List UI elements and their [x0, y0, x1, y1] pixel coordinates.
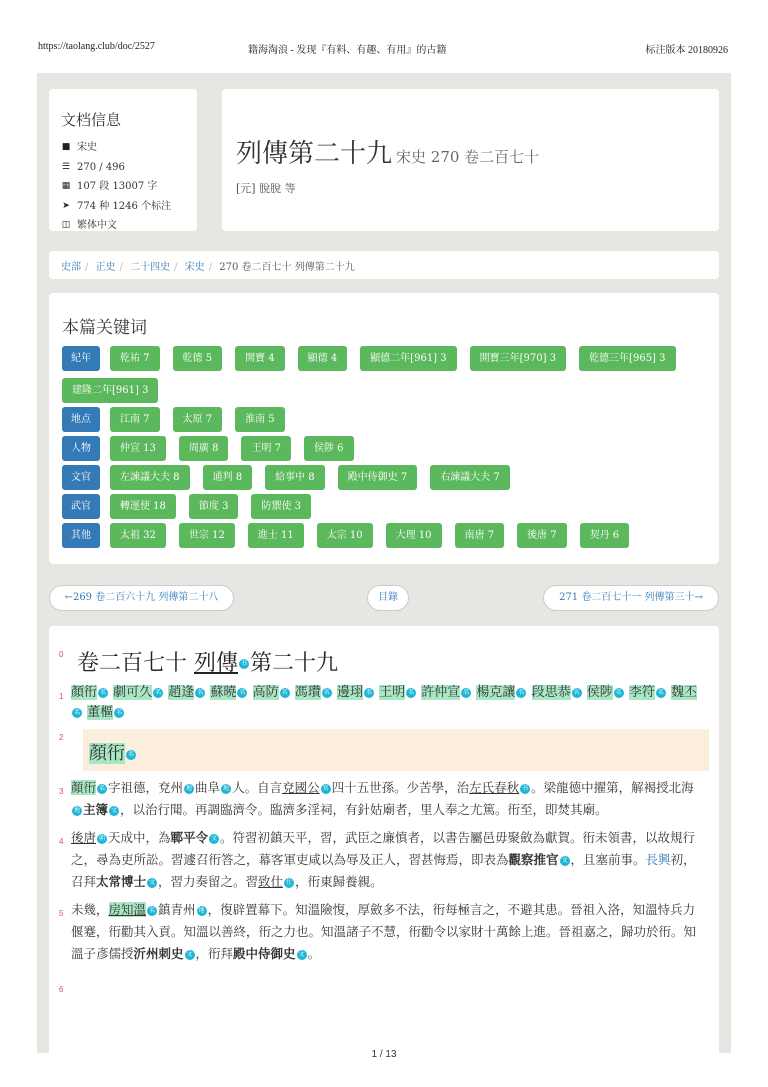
entity-icon[interactable]: 书 [241, 661, 248, 667]
keyword-tag[interactable]: 江南 7 [110, 407, 160, 432]
person-name[interactable]: 侯陟 [586, 685, 613, 700]
line-4: 4 後唐 朝 天成中，為鄆平令 文 。符習初鎮天平，習，武臣之廉慎者，以書告屬邑毋聚斂為獻賀。衎未領書，以故規行之，尋為吏所訟。習遽召衎答之，幕客軍吏咸以為辱及正人，習甚悔焉，即表為觀察推官 文 ，且塞前事。長興初，召拜太常博士 文 ，習力奏留之。習致仕 仕 ，衎東歸養親。 [59, 830, 696, 889]
keyword-tag[interactable]: 後唐 7 [517, 523, 567, 548]
line-2 [59, 729, 709, 771]
breadcrumb: 史部 / 正史 / 二十四史 / 宋史 / 270 卷二百七十 列傳第二十九 [49, 251, 719, 279]
person-name[interactable]: 蘇曉 [210, 685, 237, 700]
person-name[interactable]: 顏衎 [71, 685, 98, 700]
keyword-tag[interactable]: 乾祐 7 [110, 346, 160, 371]
text-panel [49, 626, 719, 1053]
keyword-category[interactable]: 其他 [62, 523, 100, 548]
line-number: 2 [59, 733, 64, 742]
site-title: 籍海淘浪 - 发现『有料、有趣、有用』的古籍 [248, 45, 447, 56]
line-number: 0 [59, 650, 64, 659]
info-tags: ➤ 774 种 1246 个标注 [61, 197, 185, 217]
line-number: 4 [59, 837, 64, 846]
keyword-category[interactable]: 人物 [62, 436, 100, 461]
line-5: 5 未幾，房知溫 名 鎮青州 地 ，復辟置幕下。知溫險愎，厚斂多不法，衎每極言之，不避其患。晉祖入洛，知溫恃兵力偃蹇，衎勸其入貢。知溫以善終，衎之力也。知溫諸子不慧，衎勸令以家財十萬餘上進。晉祖嘉之，歸功於衎。知溫子彥儒授沂州刺史 文 ，衎拜殿中侍御史 文 。 [59, 902, 697, 961]
info-stats: ▦ 107 段 13007 字 [61, 177, 185, 197]
line-1 [59, 683, 709, 723]
crumb-24shi[interactable]: 二十四史 [130, 262, 171, 273]
person-name[interactable]: 段思恭 [531, 685, 571, 700]
crumb-songshi[interactable]: 宋史 [184, 262, 205, 273]
line-number: 1 [59, 692, 64, 701]
source-url[interactable]: https://taolang.club/doc/2527 [38, 41, 155, 52]
keyword-tag[interactable]: 南唐 7 [455, 523, 505, 548]
language-icon: ◫ [61, 220, 71, 230]
keyword-tag[interactable]: 太原 7 [173, 407, 223, 432]
version-label: 标注版本 20180926 [645, 45, 728, 56]
person-name[interactable]: 魏丕 [671, 685, 698, 700]
document-sheet [37, 73, 731, 1053]
doc-info-panel [49, 89, 197, 231]
keyword-tag[interactable]: 防禦使 3 [251, 494, 311, 519]
crumb-shibu[interactable]: 史部 [61, 262, 81, 273]
keyword-category[interactable]: 地点 [62, 407, 100, 432]
keyword-tag[interactable]: 開寶三年[970] 3 [470, 346, 566, 371]
entity-icon[interactable]: 名 [155, 689, 162, 696]
line-number: 5 [59, 909, 64, 918]
keyword-row [62, 346, 706, 407]
keyword-tag[interactable]: 進士 11 [248, 523, 304, 548]
keyword-tag[interactable]: 契丹 6 [580, 523, 630, 548]
entity-icon[interactable]: 名 [573, 689, 580, 696]
doc-subtitle: 宋史 270 卷二百七十 [396, 148, 540, 166]
doc-title-panel [222, 89, 719, 231]
tag-icon: ➤ [62, 200, 70, 211]
keywords-panel [49, 293, 719, 564]
keyword-tag[interactable]: 給事中 8 [265, 465, 325, 490]
keywords-heading: 本篇关键词 [62, 318, 147, 338]
line-number: 6 [59, 985, 64, 994]
list-icon: ☰ [61, 161, 71, 172]
keyword-tag[interactable]: 周廣 8 [179, 436, 229, 461]
entity-icon[interactable]: 名 [281, 689, 288, 696]
line-number: 3 [59, 787, 64, 796]
chapter-heading: 卷二百七十 列傳 书 第二十九 [77, 651, 339, 676]
keyword-tag[interactable]: 太宗 10 [317, 523, 373, 548]
keyword-row [62, 523, 706, 552]
entity-icon[interactable]: 名 [116, 709, 123, 716]
keyword-row [62, 436, 706, 465]
doc-title: 列傳第二十九 [236, 139, 393, 169]
keyword-tag[interactable]: 右諫議大夫 7 [430, 465, 510, 490]
line-0 [59, 646, 709, 677]
person-name[interactable]: 趙逢 [168, 685, 195, 700]
keyword-tag[interactable]: 乾德三年[965] 3 [579, 346, 675, 371]
keyword-tag[interactable]: 殿中侍御史 7 [338, 465, 418, 490]
crumb-zhengshi[interactable]: 正史 [95, 262, 116, 273]
toc-button[interactable]: 目錄 [367, 585, 409, 611]
person-list [71, 685, 697, 720]
grid-icon: ▦ [61, 181, 71, 191]
keyword-tag[interactable]: 通判 8 [203, 465, 253, 490]
keyword-category[interactable]: 文官 [62, 465, 100, 490]
entity-icon[interactable]: 名 [657, 689, 664, 696]
keyword-tag[interactable]: 太祖 32 [110, 523, 166, 548]
person-name[interactable]: 馮瓚 [294, 685, 321, 700]
entity-icon[interactable]: 名 [323, 689, 330, 696]
keyword-tag[interactable]: 淮南 5 [235, 407, 285, 432]
keyword-tag[interactable]: 王明 7 [241, 436, 291, 461]
keywords-list [62, 346, 706, 552]
keyword-row [62, 407, 706, 436]
keyword-row [62, 494, 706, 523]
keyword-tag[interactable]: 仲宣 13 [110, 436, 166, 461]
person-name[interactable]: 王明 [379, 685, 406, 700]
keyword-tag[interactable]: 左諫議大夫 8 [110, 465, 190, 490]
doc-author: [元] 脫脫 等 [236, 182, 296, 195]
keyword-tag[interactable]: 大理 10 [386, 523, 442, 548]
next-chapter-button[interactable]: 271 卷二百七十一 列傳第三十→ [543, 585, 719, 611]
keyword-row [62, 465, 706, 494]
person-name[interactable]: 許仲宣 [421, 685, 461, 700]
crumb-current: 270 卷二百七十 列傳第二十九 [219, 262, 355, 273]
book-icon: ■ [61, 142, 71, 152]
keyword-tag[interactable]: 顯德 4 [298, 346, 348, 371]
person-name[interactable]: 邊珝 [336, 685, 363, 700]
keyword-tag[interactable]: 節度 3 [189, 494, 239, 519]
doc-info-heading: 文档信息 [61, 111, 122, 129]
keyword-category[interactable]: 紀年 [62, 346, 100, 371]
keyword-tag[interactable]: 侯陟 6 [304, 436, 354, 461]
info-position: ☰ 270 / 496 [61, 158, 185, 178]
keyword-tag[interactable]: 轉運使 18 [110, 494, 176, 519]
entity-icon[interactable]: 名 [463, 689, 470, 696]
keyword-tag[interactable]: 開寶 4 [235, 346, 285, 371]
prev-chapter-button[interactable]: ←269 卷二百六十九 列傳第二十八 [49, 585, 234, 611]
info-book: ■ 宋史 [61, 138, 185, 158]
keyword-tag[interactable]: 建隆二年[961] 3 [62, 378, 158, 403]
section-heading: 顏衎 名 [83, 729, 709, 771]
entity-icon: 名 [127, 751, 134, 758]
keyword-tag[interactable]: 乾德 5 [173, 346, 223, 371]
entity-icon[interactable]: 名 [408, 689, 415, 696]
entity-icon[interactable]: 名 [239, 689, 246, 696]
line-3: 3 顏衎 名 字祖德，兗州 地 曲阜 地 人。自言兗國公 官 四十五世孫。少苦學，治左氏春秋 书 。梁龍德中擢第，解褐授北海地 主簿 文 ，以治行聞。再調臨濟令。臨濟多淫祠，有針姑廟者，里人奉之尤篤。衎至，即焚其廟。 [59, 780, 694, 817]
entity-icon[interactable]: 名 [365, 689, 372, 696]
entity-icon[interactable]: 名 [100, 689, 107, 696]
page-header [0, 0, 768, 60]
keyword-tag[interactable]: 世宗 12 [179, 523, 235, 548]
keyword-category[interactable]: 武官 [62, 494, 100, 519]
person-name[interactable]: 董樞 [87, 705, 114, 720]
info-script: ◫ 繁体中文 [61, 216, 185, 236]
page-counter: 1 / 13 [371, 1049, 397, 1060]
entity-icon[interactable]: 名 [518, 689, 525, 696]
entity-icon[interactable]: 名 [615, 689, 622, 696]
keyword-tag[interactable]: 顯德二年[961] 3 [360, 346, 456, 371]
person-name[interactable]: 高防 [252, 685, 279, 700]
entity-icon[interactable]: 名 [73, 709, 80, 716]
person-name[interactable]: 劇可久 [113, 685, 153, 700]
person-name[interactable]: 李符 [628, 685, 655, 700]
entity-icon[interactable]: 名 [197, 689, 204, 696]
person-name[interactable]: 楊克讓 [476, 685, 516, 700]
